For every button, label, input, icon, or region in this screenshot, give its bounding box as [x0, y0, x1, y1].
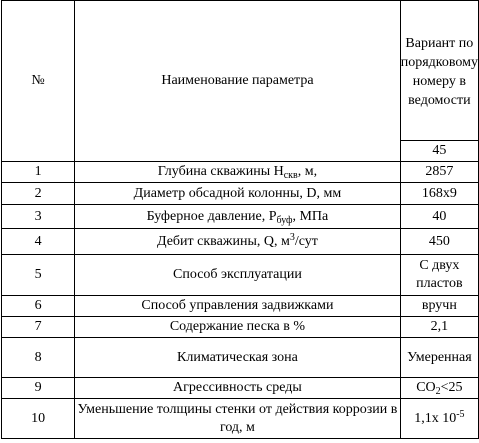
table-row — [2, 338, 479, 378]
row-num: 6 — [2, 296, 75, 317]
row-value: 2857 — [400, 162, 478, 183]
table-row — [2, 296, 479, 317]
table-row — [2, 255, 479, 296]
row-name: Содержание песка в % — [75, 317, 401, 338]
row-num: 5 — [2, 255, 75, 296]
header-param: Наименование параметра — [75, 1, 401, 162]
table-row — [2, 162, 479, 183]
row-value: 40 — [400, 205, 478, 229]
row-name: Способ эксплуатации — [75, 255, 401, 296]
row-name: Способ управления задвижками — [75, 296, 401, 317]
row-num: 9 — [2, 378, 75, 399]
table-row — [2, 183, 479, 205]
table-row — [2, 229, 479, 255]
row-name: Климатическая зона — [75, 338, 401, 378]
table-row — [2, 378, 479, 399]
header-variant: Вариант по порядковому номеру в ведомости — [400, 1, 478, 141]
row-value: 168х9 — [400, 183, 478, 205]
row-num: 3 — [2, 205, 75, 229]
row-value: С двух пластов — [400, 255, 478, 296]
row-value: 2,1 — [400, 317, 478, 338]
row-name: Дебит скважины, Q, $м^3$/сут — [75, 229, 401, 255]
row-name: Глубина скважины $H_{скв}$, м, — [75, 162, 401, 183]
row-num: 8 — [2, 338, 75, 378]
row-num: 10 — [2, 399, 75, 439]
row-name: Агрессивность среды — [75, 378, 401, 399]
row-num: 2 — [2, 183, 75, 205]
row-value: $CO_2<25$ — [400, 378, 478, 399]
table-row — [2, 399, 479, 439]
row-value: 1,1х $10^{-5}$ — [400, 399, 478, 439]
header-variant-number: 45 — [400, 141, 478, 162]
table-row — [2, 205, 479, 229]
row-num: 1 — [2, 162, 75, 183]
parameters-table — [1, 0, 479, 439]
row-num: 4 — [2, 229, 75, 255]
row-name: Буферное давление, $P_{буф}$, МПа — [75, 205, 401, 229]
header-num: № — [2, 1, 75, 162]
row-value: 450 — [400, 229, 478, 255]
row-num: 7 — [2, 317, 75, 338]
table-row — [2, 317, 479, 338]
row-value: вручн — [400, 296, 478, 317]
row-name: Диаметр обсадной колонны, D, мм — [75, 183, 401, 205]
row-name: Уменьшение толщины стенки от действия коррозии в год, м — [75, 399, 401, 439]
row-value: Умеренная — [400, 338, 478, 378]
